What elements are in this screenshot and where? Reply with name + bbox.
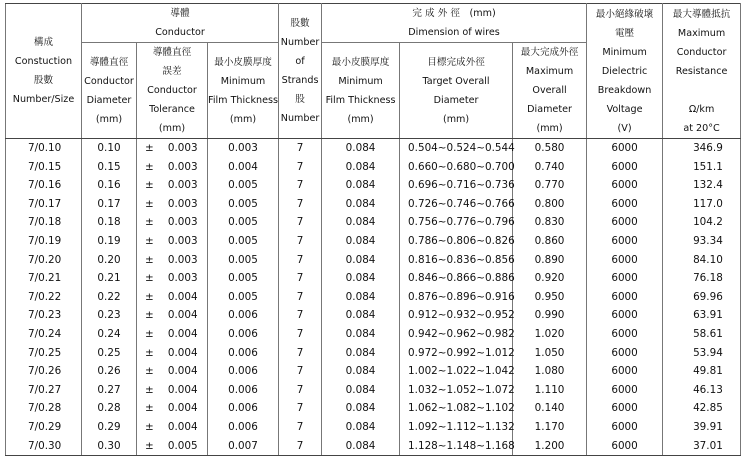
cell-wire-min-film: 0.084 xyxy=(322,306,400,325)
cell-tolerance: 0.003 xyxy=(159,158,208,177)
cell-max-diameter: 0.740 xyxy=(513,158,587,177)
cell-tolerance: 0.003 xyxy=(159,195,208,214)
cell-strands: 7 xyxy=(279,437,322,456)
header-line: Diameter xyxy=(86,94,132,106)
cell-strands: 7 xyxy=(279,139,322,158)
cell-wire-min-film: 0.084 xyxy=(322,213,400,232)
cell-strands: 7 xyxy=(279,213,322,232)
cell-breakdown-voltage: 6000 xyxy=(587,251,663,270)
cell-size: 7/0.15 xyxy=(6,158,82,177)
cell-strands: 7 xyxy=(279,251,322,270)
cell-resistance: 58.61 xyxy=(663,325,741,344)
cell-size: 7/0.19 xyxy=(6,232,82,251)
cell-size: 7/0.18 xyxy=(6,213,82,232)
cell-plus-minus: ± xyxy=(137,399,159,418)
cell-breakdown-voltage: 6000 xyxy=(587,381,663,400)
header-min-film-thickness xyxy=(208,43,279,139)
cell-plus-minus: ± xyxy=(137,437,159,456)
cell-tolerance: 0.004 xyxy=(159,325,208,344)
header-line: 最大完成外徑 xyxy=(520,47,579,58)
cell-tolerance: 0.004 xyxy=(159,362,208,381)
cell-wire-min-film: 0.084 xyxy=(322,158,400,177)
header-line: 導體直徑 xyxy=(89,56,129,68)
cell-strands: 7 xyxy=(279,232,322,251)
cell-film-thickness: 0.003 xyxy=(208,139,279,158)
cell-resistance: 63.91 xyxy=(663,306,741,325)
cell-breakdown-voltage: 6000 xyxy=(587,306,663,325)
header-line: Target Overall xyxy=(422,75,490,87)
table-row xyxy=(6,195,741,214)
cell-tolerance: 0.003 xyxy=(159,232,208,251)
cell-resistance: 84.10 xyxy=(663,251,741,270)
cell-target-diameter: 1.062~1.082~1.102 xyxy=(400,399,513,418)
cell-plus-minus: ± xyxy=(137,251,159,270)
cell-strands: 7 xyxy=(279,195,322,214)
cell-target-diameter: 0.942~0.962~0.982 xyxy=(400,325,513,344)
cell-plus-minus: ± xyxy=(137,362,159,381)
header-line: at 20°C xyxy=(683,122,720,134)
header-line: 構成 xyxy=(33,37,54,48)
table-row xyxy=(6,139,741,158)
cell-wire-min-film: 0.084 xyxy=(322,325,400,344)
cell-tolerance: 0.003 xyxy=(159,213,208,232)
cell-plus-minus: ± xyxy=(137,381,159,400)
table-body xyxy=(6,139,741,456)
cell-resistance: 69.96 xyxy=(663,288,741,307)
cell-strands: 7 xyxy=(279,269,322,288)
header-line: 導體直徑 xyxy=(152,47,192,58)
cell-breakdown-voltage: 6000 xyxy=(587,195,663,214)
cell-plus-minus: ± xyxy=(137,306,159,325)
header-line: 導體 xyxy=(170,8,190,19)
cell-strands: 7 xyxy=(279,325,322,344)
header-line: Constuction xyxy=(14,56,73,67)
cell-tolerance: 0.004 xyxy=(159,381,208,400)
cell-target-diameter: 0.816~0.836~0.856 xyxy=(400,251,513,270)
header-line: Diameter xyxy=(527,104,572,115)
table-row xyxy=(6,232,741,251)
header-line: Dielectric xyxy=(601,65,648,77)
header-line: Film Thickness xyxy=(325,94,396,106)
cell-resistance: 346.9 xyxy=(663,139,741,158)
cell-size: 7/0.20 xyxy=(6,251,82,270)
cell-diameter: 0.22 xyxy=(82,288,137,307)
cell-target-diameter: 1.032~1.052~1.072 xyxy=(400,381,513,400)
table-row xyxy=(6,399,741,418)
cell-breakdown-voltage: 6000 xyxy=(587,158,663,177)
header-line: Conductor xyxy=(676,46,727,58)
cell-film-thickness: 0.006 xyxy=(208,381,279,400)
cell-resistance: 46.13 xyxy=(663,381,741,400)
header-line: 股 xyxy=(295,94,305,105)
cell-strands: 7 xyxy=(279,306,322,325)
cell-resistance: 132.4 xyxy=(663,176,741,195)
cell-max-diameter: 0.920 xyxy=(513,269,587,288)
cell-breakdown-voltage: 6000 xyxy=(587,288,663,307)
cell-strands: 7 xyxy=(279,344,322,363)
header-line: 完 成 外 徑 (mm) xyxy=(412,8,496,19)
cell-max-diameter: 0.770 xyxy=(513,176,587,195)
table-row xyxy=(6,288,741,307)
cell-film-thickness: 0.005 xyxy=(208,176,279,195)
cell-wire-min-film: 0.084 xyxy=(322,362,400,381)
cell-wire-min-film: 0.084 xyxy=(322,139,400,158)
cell-resistance: 42.85 xyxy=(663,399,741,418)
header-strands xyxy=(279,4,322,139)
header-line: (mm) xyxy=(229,113,257,125)
header-line: Conductor xyxy=(147,85,197,96)
cell-tolerance: 0.003 xyxy=(159,139,208,158)
cell-diameter: 0.26 xyxy=(82,362,137,381)
header-line xyxy=(663,81,740,100)
header-line: (mm) xyxy=(536,123,563,134)
cell-breakdown-voltage: 6000 xyxy=(587,399,663,418)
header-line: Diameter xyxy=(433,94,479,106)
cell-target-diameter: 0.786~0.806~0.826 xyxy=(400,232,513,251)
cell-diameter: 0.23 xyxy=(82,306,137,325)
cell-strands: 7 xyxy=(279,399,322,418)
cell-size: 7/0.10 xyxy=(6,139,82,158)
cell-size: 7/0.23 xyxy=(6,306,82,325)
cell-film-thickness: 0.006 xyxy=(208,344,279,363)
header-line: Strands xyxy=(281,75,319,86)
cell-target-diameter: 0.504~0.524~0.544 xyxy=(400,139,513,158)
header-line: Number xyxy=(280,113,320,124)
cell-target-diameter: 1.092~1.112~1.132 xyxy=(400,418,513,437)
cell-tolerance: 0.004 xyxy=(159,306,208,325)
cell-strands: 7 xyxy=(279,381,322,400)
cell-wire-min-film: 0.084 xyxy=(322,418,400,437)
cell-plus-minus: ± xyxy=(137,213,159,232)
cell-max-diameter: 1.050 xyxy=(513,344,587,363)
cell-max-diameter: 1.170 xyxy=(513,418,587,437)
cell-film-thickness: 0.005 xyxy=(208,213,279,232)
spec-table-container xyxy=(5,3,740,456)
cell-resistance: 117.0 xyxy=(663,195,741,214)
cell-plus-minus: ± xyxy=(137,269,159,288)
header-line: Voltage xyxy=(606,103,643,115)
cell-diameter: 0.17 xyxy=(82,195,137,214)
cell-size: 7/0.27 xyxy=(6,381,82,400)
cell-max-diameter: 1.110 xyxy=(513,381,587,400)
cell-target-diameter: 0.696~0.716~0.736 xyxy=(400,176,513,195)
cell-max-diameter: 1.020 xyxy=(513,325,587,344)
header-line: Minimum xyxy=(338,75,383,87)
cell-max-diameter: 1.200 xyxy=(513,437,587,456)
table-row xyxy=(6,325,741,344)
cell-plus-minus: ± xyxy=(137,158,159,177)
cell-plus-minus: ± xyxy=(137,418,159,437)
header-line: Number/Size xyxy=(12,94,75,105)
header-line: Number xyxy=(280,37,320,48)
header-line: Film Thickness xyxy=(208,94,278,106)
cell-breakdown-voltage: 6000 xyxy=(587,362,663,381)
cell-wire-min-film: 0.084 xyxy=(322,195,400,214)
cell-film-thickness: 0.005 xyxy=(208,288,279,307)
header-line: (mm) xyxy=(347,113,374,125)
cell-tolerance: 0.004 xyxy=(159,288,208,307)
header-conductor-diameter xyxy=(82,43,137,139)
header-line: 股數 xyxy=(33,75,54,86)
cell-target-diameter: 1.128~1.148~1.168 xyxy=(400,437,513,456)
table-row xyxy=(6,176,741,195)
cell-film-thickness: 0.005 xyxy=(208,251,279,270)
header-line: 最小絕緣破壞 xyxy=(595,8,654,20)
cell-tolerance: 0.004 xyxy=(159,399,208,418)
cell-max-diameter: 0.830 xyxy=(513,213,587,232)
table-row xyxy=(6,306,741,325)
header-construction xyxy=(6,4,82,139)
cell-target-diameter: 0.972~0.992~1.012 xyxy=(400,344,513,363)
cell-resistance: 76.18 xyxy=(663,269,741,288)
header-line: 股數 xyxy=(290,18,310,29)
header-line: Ω/km xyxy=(688,103,715,115)
header-line: 電壓 xyxy=(614,27,635,39)
cell-diameter: 0.15 xyxy=(82,158,137,177)
cell-strands: 7 xyxy=(279,418,322,437)
header-conductor-resistance xyxy=(663,4,741,139)
wire-spec-table xyxy=(5,3,741,456)
header-line: Minimum xyxy=(220,75,266,87)
header-breakdown-voltage xyxy=(587,4,663,139)
cell-max-diameter: 1.080 xyxy=(513,362,587,381)
cell-wire-min-film: 0.084 xyxy=(322,251,400,270)
cell-target-diameter: 0.912~0.932~0.952 xyxy=(400,306,513,325)
header-line: (V) xyxy=(617,122,632,134)
cell-wire-min-film: 0.084 xyxy=(322,381,400,400)
cell-wire-min-film: 0.084 xyxy=(322,288,400,307)
cell-strands: 7 xyxy=(279,288,322,307)
header-line: (mm) xyxy=(158,123,186,134)
table-row xyxy=(6,381,741,400)
header-line: Resistance xyxy=(675,65,728,77)
cell-wire-min-film: 0.084 xyxy=(322,232,400,251)
cell-diameter: 0.27 xyxy=(82,381,137,400)
cell-wire-min-film: 0.084 xyxy=(322,399,400,418)
cell-film-thickness: 0.005 xyxy=(208,232,279,251)
cell-size: 7/0.25 xyxy=(6,344,82,363)
header-line: Tolerance xyxy=(149,104,195,115)
cell-size: 7/0.26 xyxy=(6,362,82,381)
header-line: Dimension of wires xyxy=(408,27,500,38)
cell-film-thickness: 0.005 xyxy=(208,195,279,214)
cell-breakdown-voltage: 6000 xyxy=(587,437,663,456)
cell-plus-minus: ± xyxy=(137,344,159,363)
table-row xyxy=(6,251,741,270)
cell-tolerance: 0.003 xyxy=(159,251,208,270)
cell-plus-minus: ± xyxy=(137,288,159,307)
cell-diameter: 0.30 xyxy=(82,437,137,456)
table-row xyxy=(6,437,741,456)
header-line: Conductor xyxy=(84,75,134,87)
cell-breakdown-voltage: 6000 xyxy=(587,213,663,232)
cell-strands: 7 xyxy=(279,158,322,177)
cell-plus-minus: ± xyxy=(137,139,159,158)
cell-diameter: 0.25 xyxy=(82,344,137,363)
table-row xyxy=(6,418,741,437)
cell-target-diameter: 0.846~0.866~0.886 xyxy=(400,269,513,288)
cell-breakdown-voltage: 6000 xyxy=(587,325,663,344)
cell-breakdown-voltage: 6000 xyxy=(587,418,663,437)
cell-tolerance: 0.003 xyxy=(159,176,208,195)
header-conductor-tolerance xyxy=(137,43,208,139)
cell-target-diameter: 0.876~0.896~0.916 xyxy=(400,288,513,307)
cell-film-thickness: 0.005 xyxy=(208,269,279,288)
cell-diameter: 0.21 xyxy=(82,269,137,288)
header-line: 最小皮膜厚度 xyxy=(331,56,390,68)
cell-max-diameter: 0.800 xyxy=(513,195,587,214)
cell-plus-minus: ± xyxy=(137,325,159,344)
cell-breakdown-voltage: 6000 xyxy=(587,232,663,251)
header-line: Breakdown xyxy=(597,84,652,96)
header-line: Conductor xyxy=(155,27,205,38)
cell-wire-min-film: 0.084 xyxy=(322,176,400,195)
cell-breakdown-voltage: 6000 xyxy=(587,139,663,158)
cell-diameter: 0.10 xyxy=(82,139,137,158)
header-line: Maximum xyxy=(677,27,726,39)
header-line: 最大導體抵抗 xyxy=(672,8,731,20)
cell-size: 7/0.30 xyxy=(6,437,82,456)
cell-diameter: 0.24 xyxy=(82,325,137,344)
cell-film-thickness: 0.006 xyxy=(208,399,279,418)
cell-wire-min-film: 0.084 xyxy=(322,269,400,288)
cell-breakdown-voltage: 6000 xyxy=(587,344,663,363)
table-row xyxy=(6,344,741,363)
header-line: 誤差 xyxy=(162,66,182,77)
cell-film-thickness: 0.006 xyxy=(208,362,279,381)
cell-tolerance: 0.003 xyxy=(159,269,208,288)
cell-film-thickness: 0.006 xyxy=(208,325,279,344)
cell-plus-minus: ± xyxy=(137,232,159,251)
cell-diameter: 0.20 xyxy=(82,251,137,270)
cell-strands: 7 xyxy=(279,362,322,381)
cell-size: 7/0.21 xyxy=(6,269,82,288)
cell-size: 7/0.16 xyxy=(6,176,82,195)
cell-max-diameter: 0.140 xyxy=(513,399,587,418)
header-line: (mm) xyxy=(442,113,470,125)
cell-resistance: 49.81 xyxy=(663,362,741,381)
cell-strands: 7 xyxy=(279,176,322,195)
header-conductor-group xyxy=(82,4,279,43)
cell-breakdown-voltage: 6000 xyxy=(587,176,663,195)
cell-size: 7/0.24 xyxy=(6,325,82,344)
cell-tolerance: 0.005 xyxy=(159,437,208,456)
cell-resistance: 53.94 xyxy=(663,344,741,363)
cell-max-diameter: 0.860 xyxy=(513,232,587,251)
header-line: 最小皮膜厚度 xyxy=(214,56,272,68)
table-row xyxy=(6,158,741,177)
cell-max-diameter: 0.990 xyxy=(513,306,587,325)
cell-film-thickness: 0.007 xyxy=(208,437,279,456)
header-line: Maximum xyxy=(525,66,574,77)
cell-diameter: 0.16 xyxy=(82,176,137,195)
cell-diameter: 0.19 xyxy=(82,232,137,251)
cell-resistance: 39.91 xyxy=(663,418,741,437)
cell-diameter: 0.28 xyxy=(82,399,137,418)
cell-film-thickness: 0.006 xyxy=(208,418,279,437)
cell-resistance: 37.01 xyxy=(663,437,741,456)
cell-size: 7/0.28 xyxy=(6,399,82,418)
cell-max-diameter: 0.890 xyxy=(513,251,587,270)
cell-diameter: 0.29 xyxy=(82,418,137,437)
cell-film-thickness: 0.006 xyxy=(208,306,279,325)
table-row xyxy=(6,213,741,232)
header-target-overall xyxy=(400,43,513,139)
cell-max-diameter: 0.950 xyxy=(513,288,587,307)
header-line: (mm) xyxy=(95,113,123,125)
cell-max-diameter: 0.580 xyxy=(513,139,587,158)
cell-resistance: 104.2 xyxy=(663,213,741,232)
cell-wire-min-film: 0.084 xyxy=(322,344,400,363)
cell-plus-minus: ± xyxy=(137,176,159,195)
cell-film-thickness: 0.004 xyxy=(208,158,279,177)
cell-tolerance: 0.004 xyxy=(159,344,208,363)
cell-target-diameter: 1.002~1.022~1.042 xyxy=(400,362,513,381)
cell-size: 7/0.29 xyxy=(6,418,82,437)
header-wire-min-film xyxy=(322,43,400,139)
cell-size: 7/0.17 xyxy=(6,195,82,214)
header-line: Minimum xyxy=(602,46,647,58)
header-line: 目標完成外徑 xyxy=(427,56,485,68)
cell-wire-min-film: 0.084 xyxy=(322,437,400,456)
header-dimension-group xyxy=(322,4,587,43)
header-line: Overall xyxy=(532,85,567,96)
table-row xyxy=(6,269,741,288)
cell-resistance: 151.1 xyxy=(663,158,741,177)
cell-diameter: 0.18 xyxy=(82,213,137,232)
cell-target-diameter: 0.660~0.680~0.700 xyxy=(400,158,513,177)
table-row xyxy=(6,362,741,381)
cell-target-diameter: 0.726~0.746~0.766 xyxy=(400,195,513,214)
cell-size: 7/0.22 xyxy=(6,288,82,307)
cell-plus-minus: ± xyxy=(137,195,159,214)
cell-breakdown-voltage: 6000 xyxy=(587,269,663,288)
header-max-overall xyxy=(513,43,587,139)
header-line: of xyxy=(295,56,305,67)
cell-tolerance: 0.004 xyxy=(159,418,208,437)
cell-resistance: 93.34 xyxy=(663,232,741,251)
cell-target-diameter: 0.756~0.776~0.796 xyxy=(400,213,513,232)
